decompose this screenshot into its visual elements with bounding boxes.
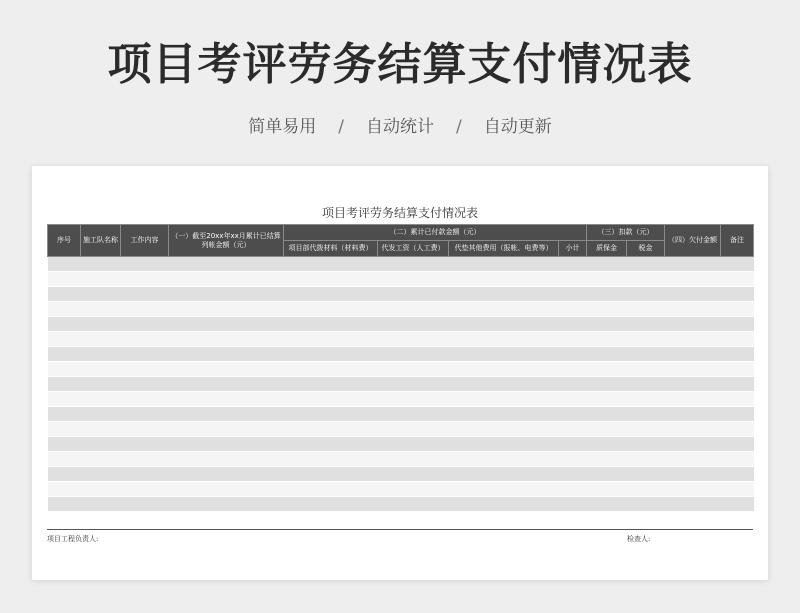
table-cell[interactable] [449, 347, 559, 362]
table-row [48, 497, 754, 512]
table-cell[interactable] [169, 422, 284, 437]
table-row [48, 377, 754, 392]
table-cell[interactable] [378, 497, 449, 512]
table-cell[interactable] [81, 497, 121, 512]
table-cell[interactable] [48, 302, 81, 317]
table-cell[interactable] [721, 482, 754, 497]
table-cell[interactable] [284, 257, 378, 272]
table-cell[interactable] [284, 482, 378, 497]
table-cell[interactable] [378, 437, 449, 452]
table-cell[interactable] [169, 452, 284, 467]
table-cell[interactable] [559, 317, 587, 332]
table-cell[interactable] [627, 377, 665, 392]
table-cell[interactable] [587, 317, 627, 332]
table-cell[interactable] [378, 302, 449, 317]
table-cell[interactable] [284, 272, 378, 287]
header-work-content[interactable]: 工作内容 [121, 225, 169, 257]
table-cell[interactable] [48, 392, 81, 407]
table-cell[interactable] [378, 362, 449, 377]
spreadsheet-preview [32, 166, 768, 580]
table-cell[interactable] [627, 422, 665, 437]
table-cell[interactable] [48, 272, 81, 287]
table-cell[interactable] [449, 272, 559, 287]
table-cell[interactable] [665, 332, 721, 347]
table-cell[interactable] [48, 407, 81, 422]
table-cell[interactable] [665, 422, 721, 437]
table-row [48, 302, 754, 317]
table-body [48, 257, 754, 512]
table-cell[interactable] [378, 422, 449, 437]
table-cell[interactable] [378, 332, 449, 347]
table-cell[interactable] [721, 302, 754, 317]
header-paid-subtotal[interactable]: 小计 [559, 241, 587, 257]
table-cell[interactable] [378, 407, 449, 422]
table-row [48, 482, 754, 497]
table-row [48, 452, 754, 467]
table-cell[interactable] [81, 407, 121, 422]
table-cell[interactable] [587, 347, 627, 362]
project-manager-label: 项目工程负责人: [47, 535, 99, 543]
table-cell[interactable] [378, 287, 449, 302]
header-paid-other[interactable]: 代垫其他费用（报帐、电费等） [449, 241, 559, 257]
table-cell[interactable] [378, 317, 449, 332]
table-cell[interactable] [721, 392, 754, 407]
table-cell[interactable] [48, 452, 81, 467]
header-deduct-tax[interactable]: 税金 [627, 241, 665, 257]
table-cell[interactable] [81, 392, 121, 407]
table-cell[interactable] [378, 482, 449, 497]
table-cell[interactable] [665, 347, 721, 362]
table-cell[interactable] [587, 407, 627, 422]
table-cell[interactable] [378, 272, 449, 287]
settlement-table [47, 224, 754, 512]
header-paid-labor[interactable]: 代发工资（人工费） [378, 241, 449, 257]
table-cell[interactable] [665, 377, 721, 392]
table-cell[interactable] [48, 482, 81, 497]
table-cell[interactable] [627, 272, 665, 287]
feature-auto-update: 自动更新 [483, 117, 552, 137]
table-cell[interactable] [81, 422, 121, 437]
table-cell[interactable] [81, 317, 121, 332]
table-cell[interactable] [169, 317, 284, 332]
table-cell[interactable] [721, 317, 754, 332]
table-row [48, 257, 754, 272]
table-cell[interactable] [169, 272, 284, 287]
table-cell[interactable] [559, 347, 587, 362]
table-cell[interactable] [665, 497, 721, 512]
table-cell[interactable] [721, 332, 754, 347]
table-cell[interactable] [449, 302, 559, 317]
table-cell[interactable] [559, 467, 587, 482]
table-cell[interactable] [378, 452, 449, 467]
table-cell[interactable] [449, 362, 559, 377]
table-cell[interactable] [284, 422, 378, 437]
table-cell[interactable] [48, 347, 81, 362]
table-cell[interactable] [559, 377, 587, 392]
table-cell[interactable] [449, 497, 559, 512]
header-paid-materials[interactable]: 项目部代拨材料（材料费） [284, 241, 378, 257]
header-seq[interactable]: 序号 [48, 225, 81, 257]
table-cell[interactable] [449, 257, 559, 272]
table-cell[interactable] [559, 257, 587, 272]
table-cell[interactable] [721, 287, 754, 302]
table-cell[interactable] [665, 257, 721, 272]
table-cell[interactable] [627, 362, 665, 377]
table-cell[interactable] [121, 362, 169, 377]
table-cell[interactable] [81, 302, 121, 317]
table-cell[interactable] [169, 377, 284, 392]
table-cell[interactable] [627, 332, 665, 347]
table-cell[interactable] [627, 452, 665, 467]
table-cell[interactable] [378, 392, 449, 407]
table-cell[interactable] [284, 317, 378, 332]
table-cell[interactable] [587, 482, 627, 497]
table-cell[interactable] [559, 497, 587, 512]
table-cell[interactable] [627, 317, 665, 332]
table-cell[interactable] [284, 287, 378, 302]
header-paid-group[interactable]: （二）累计已付款金额（元） [284, 225, 587, 241]
table-cell[interactable] [559, 482, 587, 497]
table-cell[interactable] [48, 287, 81, 302]
table-cell[interactable] [284, 302, 378, 317]
separator: / [456, 117, 462, 137]
table-cell[interactable] [627, 482, 665, 497]
table-cell[interactable] [284, 362, 378, 377]
table-cell[interactable] [449, 317, 559, 332]
table-cell[interactable] [627, 287, 665, 302]
table-cell[interactable] [169, 332, 284, 347]
table-cell[interactable] [587, 377, 627, 392]
table-cell[interactable] [121, 467, 169, 482]
table-cell[interactable] [587, 437, 627, 452]
table-cell[interactable] [121, 422, 169, 437]
table-cell[interactable] [665, 392, 721, 407]
table-cell[interactable] [721, 272, 754, 287]
table-cell[interactable] [587, 467, 627, 482]
table-cell[interactable] [81, 377, 121, 392]
footer-divider [47, 529, 753, 530]
header-team-name[interactable]: 施工队名称 [81, 225, 121, 257]
table-cell[interactable] [559, 392, 587, 407]
table-cell[interactable] [665, 467, 721, 482]
table-cell[interactable] [587, 392, 627, 407]
table-cell[interactable] [169, 347, 284, 362]
table-cell[interactable] [121, 272, 169, 287]
table-row [48, 437, 754, 452]
table-cell[interactable] [169, 302, 284, 317]
table-cell[interactable] [665, 437, 721, 452]
table-cell[interactable] [587, 302, 627, 317]
table-cell[interactable] [559, 302, 587, 317]
table-cell[interactable] [48, 467, 81, 482]
table-cell[interactable] [169, 407, 284, 422]
table-cell[interactable] [627, 407, 665, 422]
table-cell[interactable] [721, 377, 754, 392]
table-cell[interactable] [587, 287, 627, 302]
table-cell[interactable] [81, 452, 121, 467]
table-cell[interactable] [559, 332, 587, 347]
table-cell[interactable] [284, 437, 378, 452]
table-cell[interactable] [121, 407, 169, 422]
table-row [48, 332, 754, 347]
table-cell[interactable] [587, 362, 627, 377]
table-cell[interactable] [378, 257, 449, 272]
table-cell[interactable] [169, 392, 284, 407]
table-cell[interactable] [81, 272, 121, 287]
table-cell[interactable] [81, 362, 121, 377]
table-cell[interactable] [284, 377, 378, 392]
table-cell[interactable] [169, 497, 284, 512]
table-cell[interactable] [665, 482, 721, 497]
table-cell[interactable] [559, 437, 587, 452]
table-cell[interactable] [587, 452, 627, 467]
table-cell[interactable] [284, 392, 378, 407]
table-cell[interactable] [169, 287, 284, 302]
checker-label: 检查人: [627, 535, 651, 543]
table-cell[interactable] [665, 302, 721, 317]
table-cell[interactable] [587, 332, 627, 347]
table-cell[interactable] [121, 317, 169, 332]
table-cell[interactable] [81, 257, 121, 272]
table-cell[interactable] [559, 287, 587, 302]
table-cell[interactable] [559, 422, 587, 437]
table-cell[interactable] [449, 467, 559, 482]
table-cell[interactable] [449, 332, 559, 347]
table-cell[interactable] [559, 452, 587, 467]
table-cell[interactable] [169, 437, 284, 452]
table-cell[interactable] [627, 497, 665, 512]
table-cell[interactable] [587, 257, 627, 272]
table-cell[interactable] [81, 332, 121, 347]
table-cell[interactable] [121, 497, 169, 512]
table-cell[interactable] [284, 347, 378, 362]
table-cell[interactable] [284, 332, 378, 347]
feature-auto-stats: 自动统计 [366, 117, 434, 137]
document-title: 项目考评劳务结算支付情况表 [321, 206, 478, 220]
table-cell[interactable] [559, 272, 587, 287]
header-deduct-deposit[interactable]: 质保金 [587, 241, 627, 257]
table-cell[interactable] [284, 497, 378, 512]
table-row [48, 317, 754, 332]
table-row [48, 287, 754, 302]
table-cell[interactable] [121, 437, 169, 452]
table-cell[interactable] [449, 287, 559, 302]
table-row [48, 347, 754, 362]
table-cell[interactable] [48, 377, 81, 392]
table-cell[interactable] [48, 257, 81, 272]
table-cell[interactable] [449, 392, 559, 407]
table-cell[interactable] [449, 422, 559, 437]
table-cell[interactable] [284, 452, 378, 467]
table-cell[interactable] [81, 437, 121, 452]
table-row [48, 467, 754, 482]
table-cell[interactable] [284, 467, 378, 482]
table-cell[interactable] [449, 437, 559, 452]
table-cell[interactable] [284, 407, 378, 422]
table-cell[interactable] [627, 347, 665, 362]
table-cell[interactable] [48, 362, 81, 377]
table-cell[interactable] [121, 287, 169, 302]
table-cell[interactable] [121, 332, 169, 347]
table-cell[interactable] [169, 362, 284, 377]
table-cell[interactable] [121, 257, 169, 272]
feature-easy: 简单易用 [248, 117, 317, 137]
table-cell[interactable] [449, 377, 559, 392]
table-cell[interactable] [627, 392, 665, 407]
table-cell[interactable] [378, 347, 449, 362]
table-cell[interactable] [121, 482, 169, 497]
table-cell[interactable] [665, 407, 721, 422]
table-cell[interactable] [721, 422, 754, 437]
table-row [48, 422, 754, 437]
separator: / [338, 117, 344, 137]
table-cell[interactable] [449, 452, 559, 467]
table-cell[interactable] [48, 497, 81, 512]
table-cell[interactable] [121, 452, 169, 467]
table-row [48, 407, 754, 422]
table-cell[interactable] [665, 452, 721, 467]
table-cell[interactable] [721, 437, 754, 452]
table-cell[interactable] [169, 257, 284, 272]
header-settled-amount[interactable]: （一）截至20xx年xx月累计已结算列帐金额（元） [169, 225, 284, 257]
table-cell[interactable] [665, 317, 721, 332]
table-cell[interactable] [559, 362, 587, 377]
table-cell[interactable] [587, 272, 627, 287]
table-cell[interactable] [378, 467, 449, 482]
table-cell[interactable] [721, 257, 754, 272]
table-cell[interactable] [449, 482, 559, 497]
table-row [48, 272, 754, 287]
header-owed-amount[interactable]: （四）欠付金额 [665, 225, 721, 257]
banner-subtitle [0, 112, 800, 137]
table-cell[interactable] [81, 482, 121, 497]
table-cell[interactable] [587, 497, 627, 512]
header-deduct-group[interactable]: （三）扣款（元） [587, 225, 665, 241]
table-row [48, 392, 754, 407]
table-cell[interactable] [587, 422, 627, 437]
table-cell[interactable] [169, 467, 284, 482]
banner-title: 项目考评劳务结算支付情况表 [107, 39, 693, 90]
header-remarks[interactable]: 备注 [721, 225, 754, 257]
table-cell[interactable] [121, 377, 169, 392]
table-cell[interactable] [378, 377, 449, 392]
table-cell[interactable] [721, 362, 754, 377]
table-cell[interactable] [81, 467, 121, 482]
table-cell[interactable] [627, 302, 665, 317]
table-cell[interactable] [81, 347, 121, 362]
table-cell[interactable] [721, 497, 754, 512]
table-cell[interactable] [121, 392, 169, 407]
table-cell[interactable] [121, 302, 169, 317]
table-cell[interactable] [169, 482, 284, 497]
table-cell[interactable] [48, 437, 81, 452]
table-row [48, 362, 754, 377]
table-cell[interactable] [665, 272, 721, 287]
table-cell[interactable] [721, 347, 754, 362]
table-cell[interactable] [721, 467, 754, 482]
table-cell[interactable] [665, 362, 721, 377]
table-cell[interactable] [721, 407, 754, 422]
table-cell[interactable] [627, 257, 665, 272]
table-cell[interactable] [665, 287, 721, 302]
table-cell[interactable] [48, 422, 81, 437]
table-cell[interactable] [721, 452, 754, 467]
table-cell[interactable] [81, 287, 121, 302]
table-cell[interactable] [627, 467, 665, 482]
table-cell[interactable] [121, 347, 169, 362]
table-cell[interactable] [48, 332, 81, 347]
table-cell[interactable] [627, 437, 665, 452]
table-cell[interactable] [559, 407, 587, 422]
table-cell[interactable] [449, 407, 559, 422]
table-cell[interactable] [48, 317, 81, 332]
